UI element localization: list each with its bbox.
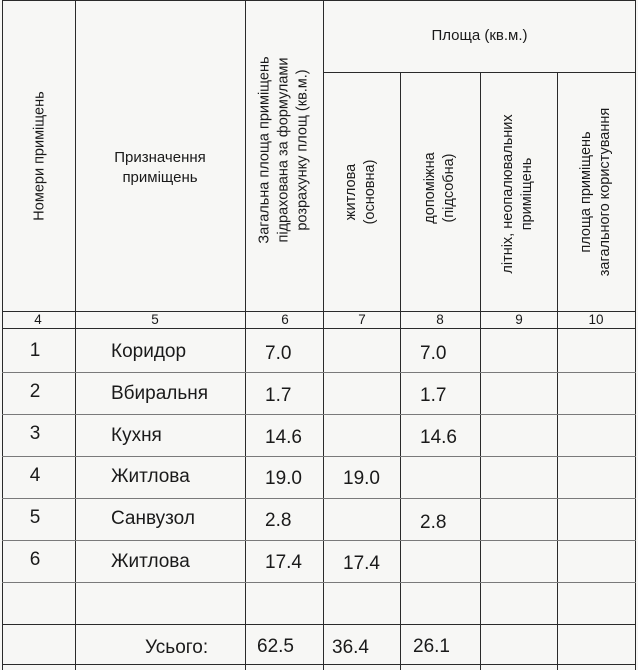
header-summer-area: літніх, неопалювальних приміщень	[500, 114, 535, 274]
totals-aux-area: 26.1	[413, 636, 450, 657]
header-purpose: Призначення приміщень	[114, 149, 206, 186]
room-total-area: 1.7	[265, 385, 292, 406]
header-aux-area: допоміжна (підсобна)	[422, 152, 457, 224]
room-number: 6	[29, 549, 41, 570]
room-purpose: Вбиральня	[111, 383, 209, 404]
room-number: 4	[29, 465, 41, 486]
room-purpose: Житлова	[111, 466, 190, 487]
grid-line	[323, 72, 636, 73]
grid-line	[400, 72, 401, 670]
room-total-area: 14.6	[265, 427, 302, 448]
room-number: 1	[29, 340, 41, 361]
totals-label: Усього:	[145, 637, 209, 658]
totals-living-area: 36.4	[332, 637, 369, 658]
room-number: 5	[29, 507, 41, 528]
column-number: 8	[436, 312, 444, 327]
room-aux-area: 2.8	[420, 512, 447, 533]
header-living-area: житлова (основна)	[343, 159, 378, 225]
grid-line	[480, 72, 481, 670]
room-purpose: Санвузол	[111, 508, 195, 529]
column-number: 9	[515, 312, 523, 327]
room-total-area: 17.4	[265, 552, 302, 573]
room-total-area: 2.8	[265, 510, 292, 531]
grid-line	[2, 624, 636, 625]
room-purpose: Кухня	[111, 425, 162, 446]
header-room-numbers: Номери приміщень	[31, 91, 48, 221]
room-number: 3	[29, 423, 41, 444]
grid-line	[2, 540, 636, 541]
header-area-group: Площа (кв.м.)	[431, 27, 528, 44]
column-number: 7	[358, 312, 366, 327]
grid-line	[2, 414, 636, 415]
grid-line	[2, 0, 3, 670]
room-number: 2	[29, 381, 41, 402]
room-total-area: 19.0	[265, 468, 302, 489]
grid-line	[557, 72, 558, 670]
room-living-area: 17.4	[343, 553, 380, 574]
room-purpose: Житлова	[111, 551, 190, 572]
room-aux-area: 7.0	[420, 343, 447, 364]
header-total-area: Загальна площа приміщень підрахована за формулами розрахунку площ (кв.м.)	[256, 56, 311, 244]
grid-line	[2, 0, 636, 1]
grid-line	[2, 456, 636, 457]
room-total-area: 7.0	[265, 343, 292, 364]
column-number: 6	[281, 312, 289, 327]
grid-line	[323, 0, 324, 670]
grid-line	[75, 0, 76, 670]
grid-line	[2, 328, 636, 329]
room-aux-area: 1.7	[420, 385, 447, 406]
grid-line	[2, 311, 636, 312]
grid-line	[2, 498, 636, 499]
room-living-area: 19.0	[343, 468, 380, 489]
column-number: 4	[34, 312, 42, 327]
grid-line	[635, 0, 636, 670]
grid-line	[245, 0, 246, 670]
grid-line	[2, 582, 636, 583]
header-common-area: площа приміщень загального користування	[578, 107, 613, 277]
column-number: 5	[151, 312, 159, 327]
room-purpose: Коридор	[111, 341, 187, 362]
room-aux-area: 14.6	[420, 427, 457, 448]
grid-line	[2, 664, 636, 665]
grid-line	[2, 372, 636, 373]
totals-total-area: 62.5	[257, 636, 294, 657]
column-number: 10	[588, 312, 604, 327]
